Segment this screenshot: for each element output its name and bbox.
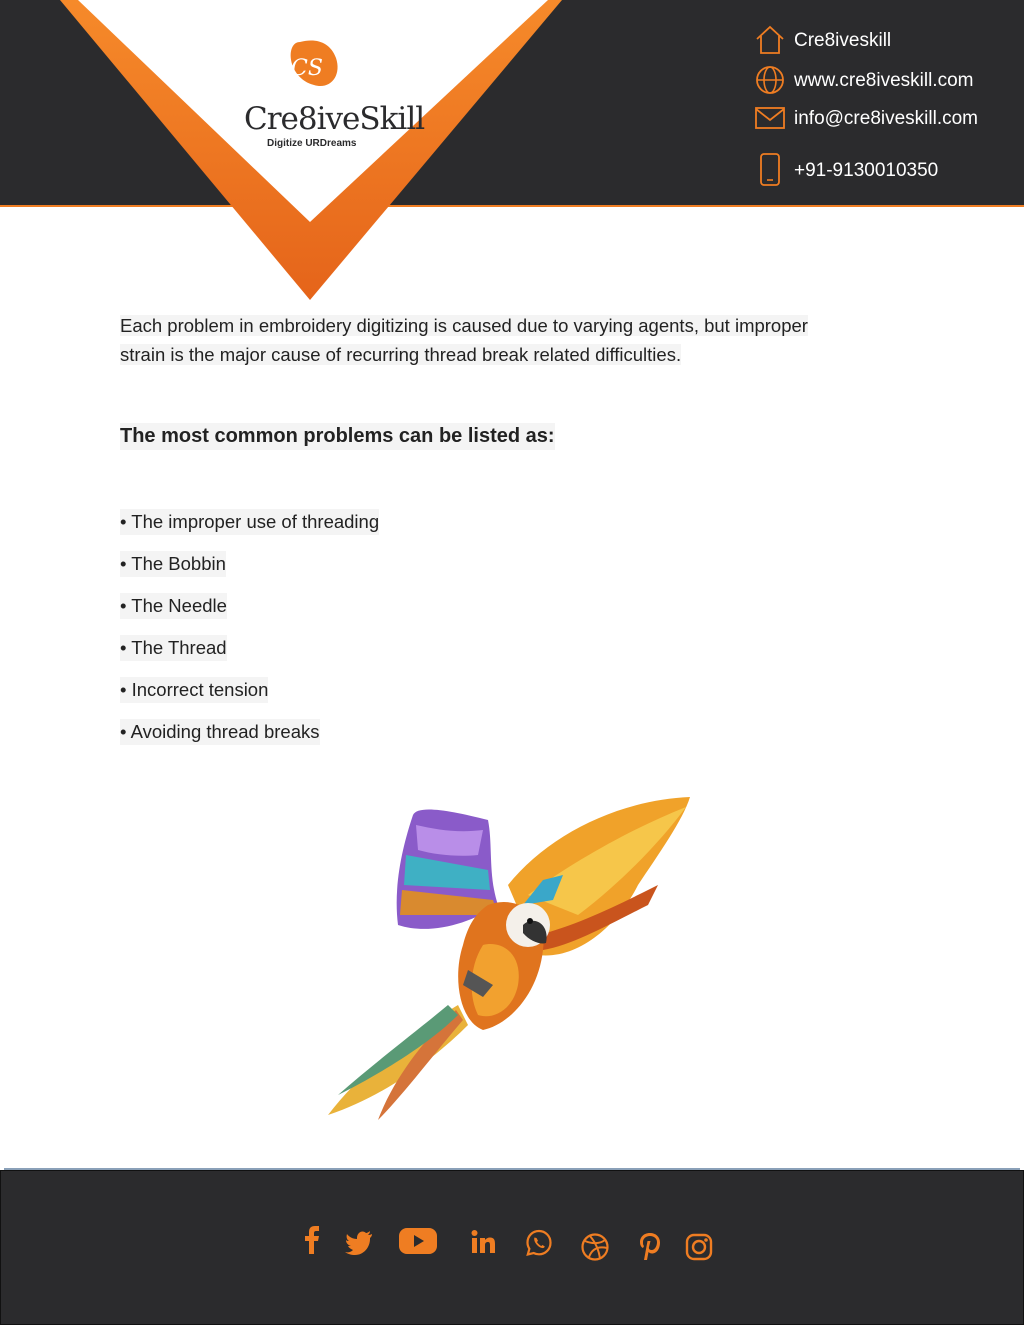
phone-number[interactable]: +91-9130010350 [794, 160, 939, 181]
mail-icon [754, 102, 786, 134]
footer [0, 1170, 1024, 1325]
dribbble-icon[interactable] [580, 1232, 610, 1262]
list-item: • The improper use of threading [120, 509, 379, 535]
section-heading: The most common problems can be listed as: [120, 423, 555, 450]
globe-icon [754, 64, 786, 96]
logo-tagline: Digitize URDreams [267, 138, 357, 149]
logo-wordmark: Cre8iveSkill [244, 101, 425, 137]
facebook-icon[interactable] [300, 1222, 324, 1258]
phone-icon [754, 152, 786, 188]
company-name: Cre8iveskill [794, 30, 892, 51]
home-icon [754, 24, 786, 56]
list-item: • The Thread [120, 635, 227, 661]
pinterest-icon[interactable] [636, 1230, 664, 1264]
parrot-embroidery-image [318, 775, 718, 1125]
instagram-icon[interactable] [684, 1232, 714, 1262]
linkedin-icon[interactable] [470, 1228, 498, 1256]
twitter-icon[interactable] [344, 1230, 374, 1256]
list-item: • The Needle [120, 593, 227, 619]
list-item: • Avoiding thread breaks [120, 719, 320, 745]
svg-text:CS: CS [291, 56, 323, 81]
whatsapp-icon[interactable] [524, 1228, 554, 1258]
list-item: • Incorrect tension [120, 677, 268, 703]
paragraph-line: Each problem in embroidery digitizing is caused due to varying agents, but improper [120, 315, 808, 336]
youtube-icon[interactable] [398, 1226, 438, 1256]
paragraph-line: strain is the major cause of recurring thread break related difficulties. [120, 344, 682, 365]
list-item: • The Bobbin [120, 551, 226, 577]
website-link[interactable]: www.cre8iveskill.com [794, 70, 974, 91]
email-link[interactable]: info@cre8iveskill.com [794, 108, 979, 129]
intro-paragraph [120, 311, 880, 369]
